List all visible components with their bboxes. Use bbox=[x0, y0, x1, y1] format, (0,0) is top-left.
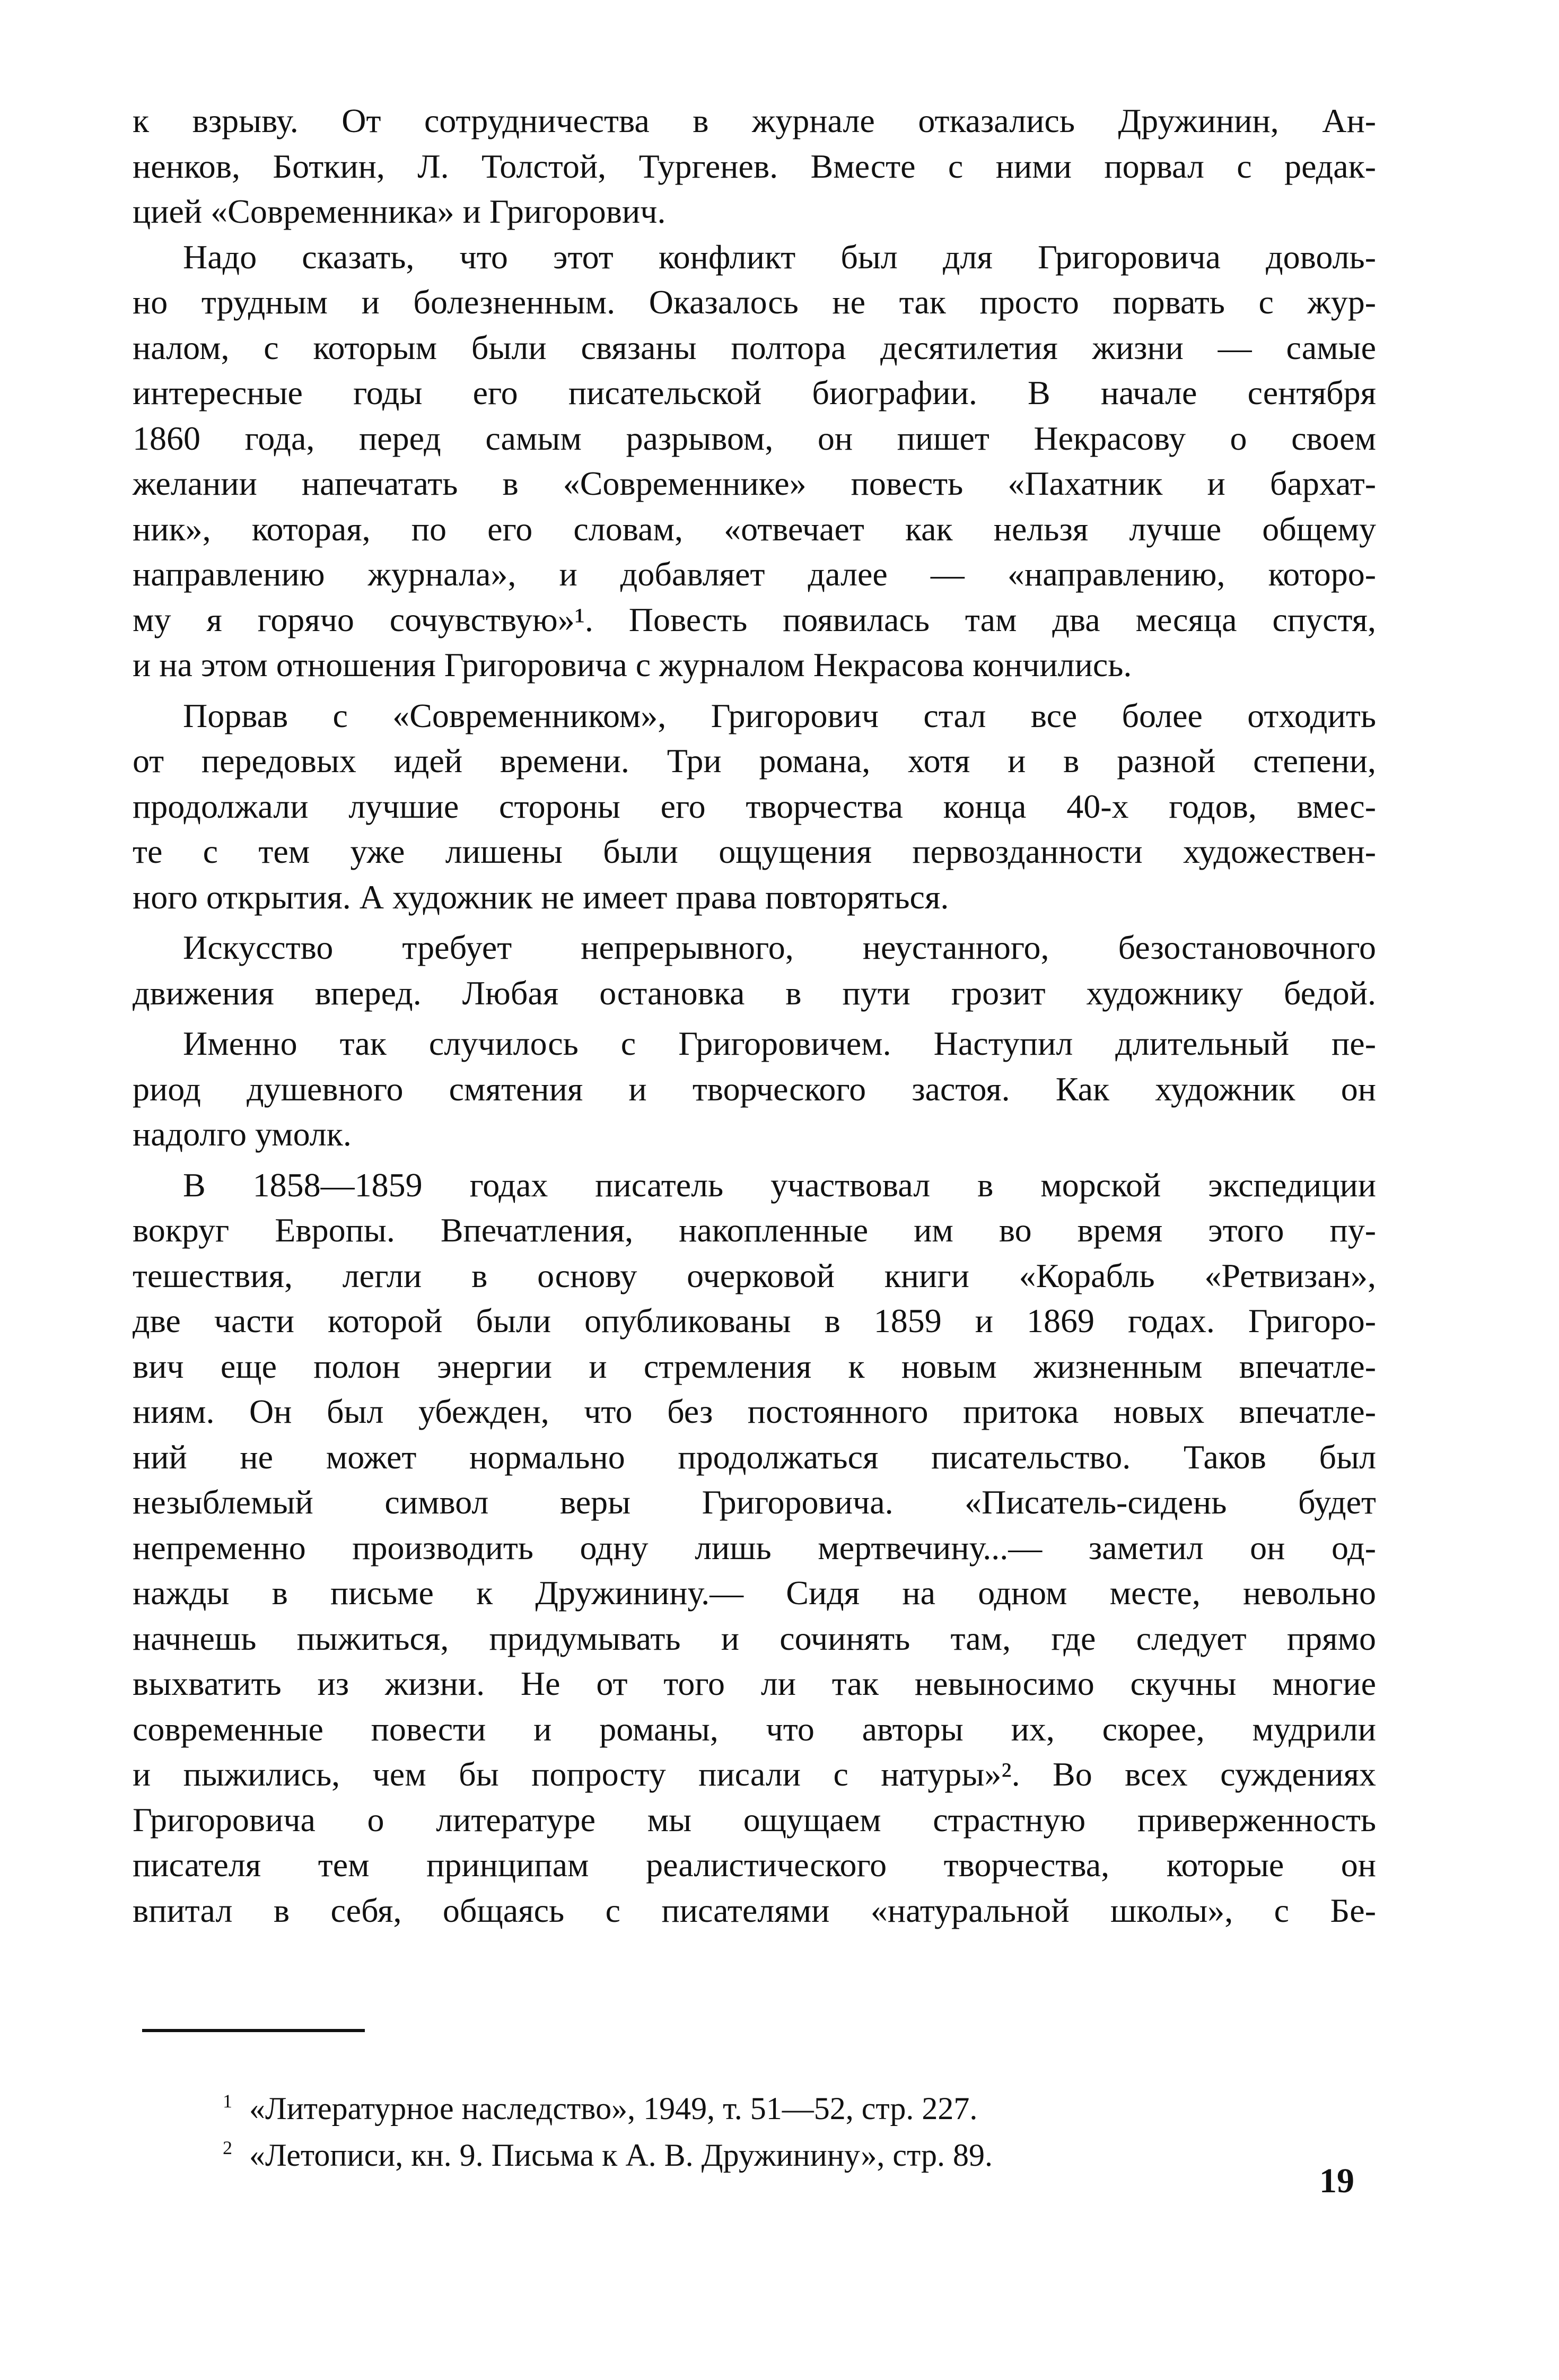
text-line: ниям. Он был убежден, что без постоянного притока новых впечатле- bbox=[133, 1393, 1376, 1430]
text-line: тешествия, легли в основу очерковой книги «Корабль «Ретвизан», bbox=[133, 1256, 1376, 1294]
footnote-mark: 1 bbox=[223, 2090, 232, 2112]
text-line: ний не может нормально продолжаться писательство. Таков был bbox=[133, 1438, 1376, 1476]
text-line: и на этом отношения Григоровича с журналом Некрасова кончились. bbox=[133, 646, 1132, 684]
text-line: В 1858—1859 годах писатель участвовал в морской экспедиции bbox=[183, 1166, 1376, 1204]
text-line: современные повести и романы, что авторы их, скорее, мудрили bbox=[133, 1710, 1376, 1748]
text-line: Григоровича о литературе мы ощущаем страстную приверженность bbox=[133, 1800, 1376, 1839]
text-line: но трудным и болезненным. Оказалось не так просто порвать с жур- bbox=[133, 283, 1376, 321]
footnote bbox=[223, 2128, 993, 2175]
text-line: продолжали лучшие стороны его творчества конца 40-х годов, вмес- bbox=[133, 787, 1376, 825]
footnotes bbox=[223, 2081, 993, 2175]
page-body-text bbox=[133, 98, 1376, 1933]
text-line: ного открытия. А художник не имеет права повторяться. bbox=[133, 878, 949, 916]
text-line: ник», которая, по его словам, «отвечает как нельзя лучше общему bbox=[133, 510, 1376, 548]
text-line: налом, с которым были связаны полтора десятилетия жизни — самые bbox=[133, 328, 1376, 366]
text-line: к взрыву. От сотрудничества в журнале отказались Дружинин, Ан- bbox=[133, 102, 1376, 139]
text-line: те с тем уже лишены были ощущения первозданности художествен- bbox=[133, 833, 1376, 870]
text-line: Надо сказать, что этот конфликт был для Григоровича доволь- bbox=[183, 238, 1376, 276]
footnote bbox=[223, 2081, 993, 2128]
text-line: впитал в себя, общаясь с писателями «натуральной школы», с Бе- bbox=[133, 1891, 1376, 1929]
text-line: непременно производить одну лишь мертвечину...— заметил он од- bbox=[133, 1528, 1376, 1567]
footnote-text: «Литературное наследство», 1949, т. 51—52, стр. 227. bbox=[249, 2091, 978, 2126]
text-line: Искусство требует непрерывного, неустанного, безостановочного bbox=[183, 929, 1376, 966]
paragraph bbox=[133, 925, 1376, 1016]
text-line: направлению журнала», и добавляет далее — «направлению, которо- bbox=[133, 555, 1376, 593]
text-line: нажды в письме к Дружинину.— Сидя на одном месте, невольно bbox=[133, 1574, 1376, 1612]
paragraph bbox=[133, 234, 1376, 688]
text-line: риод душевного смятения и творческого застоя. Как художник он bbox=[133, 1070, 1376, 1108]
text-line: вокруг Европы. Впечатления, накопленные им во время этого пу- bbox=[133, 1211, 1376, 1249]
text-line: цией «Современника» и Григорович. bbox=[133, 192, 666, 230]
text-line: му я горячо сочувствую»¹. Повесть появилась там два месяца спустя, bbox=[133, 600, 1376, 638]
paragraph bbox=[133, 1021, 1376, 1157]
text-line: незыблемый символ веры Григоровича. «Писатель-сидень будет bbox=[133, 1483, 1376, 1521]
paragraph bbox=[133, 1162, 1376, 1933]
text-line: движения вперед. Любая остановка в пути грозит художнику бедой. bbox=[133, 974, 1376, 1012]
text-line: вич еще полон энергии и стремления к новым жизненным впечатле- bbox=[133, 1347, 1376, 1385]
text-line: две части которой были опубликованы в 1859 и 1869 годах. Григоро- bbox=[133, 1302, 1376, 1340]
text-line: и пыжились, чем бы попросту писали с натуры»². Во всех суждениях bbox=[133, 1755, 1376, 1793]
paragraph bbox=[133, 98, 1376, 234]
text-line: 1860 года, перед самым разрывом, он пишет Некрасову о своем bbox=[133, 419, 1376, 457]
text-line: выхватить из жизни. Не от того ли так невыносимо скучны многие bbox=[133, 1665, 1376, 1702]
page-number: 19 bbox=[1319, 2162, 1354, 2200]
text-line: Порвав с «Современником», Григорович стал все более отходить bbox=[183, 696, 1376, 734]
text-line: от передовых идей времени. Три романа, хотя и в разной степени, bbox=[133, 742, 1376, 780]
text-line: начнешь пыжиться, придумывать и сочинять там, где следует прямо bbox=[133, 1619, 1376, 1657]
paragraph bbox=[133, 693, 1376, 920]
footnote-mark: 2 bbox=[223, 2137, 232, 2158]
footnote-text: «Летописи, кн. 9. Письма к А. В. Дружинину», стр. 89. bbox=[249, 2138, 993, 2173]
text-line: желании напечатать в «Современнике» повесть «Пахатник и бархат- bbox=[133, 465, 1376, 502]
footnote-separator bbox=[142, 2029, 365, 2032]
text-line: писателя тем принципам реалистического творчества, которые он bbox=[133, 1846, 1376, 1884]
text-line: надолго умолк. bbox=[133, 1115, 352, 1153]
text-line: Именно так случилось с Григоровичем. Наступил длительный пе- bbox=[183, 1025, 1376, 1062]
text-line: ненков, Боткин, Л. Толстой, Тургенев. Вместе с ними порвал с редак- bbox=[133, 147, 1376, 185]
text-line: интересные годы его писательской биографии. В начале сентября bbox=[133, 374, 1376, 412]
